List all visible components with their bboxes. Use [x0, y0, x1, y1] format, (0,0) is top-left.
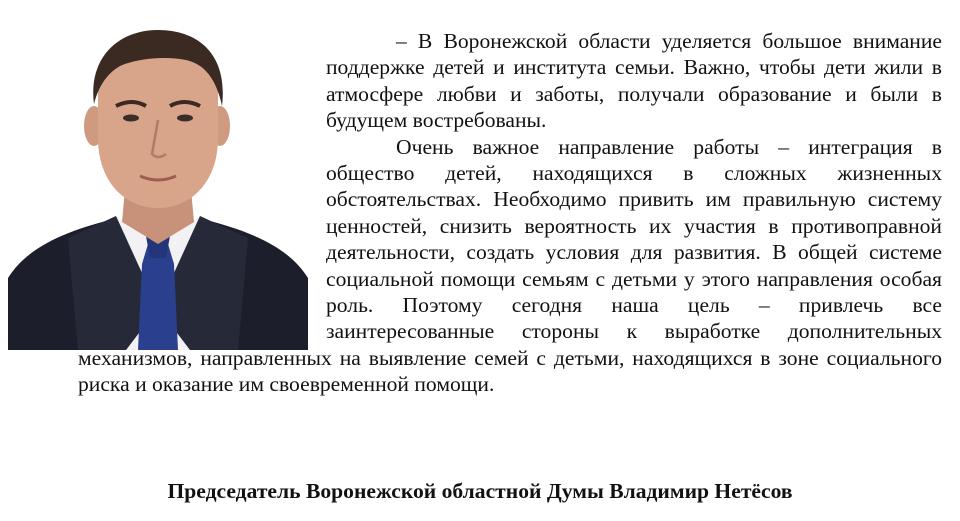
quote-paragraph-2: Очень важное направление работы – интеграция в общество детей, находящихся в сложных жизненных обстоятельствах. Необходимо привить им правильную систему ценностей, снизить вероятность их участия в противоправной деятельности, создать условия для развития. В общей системе социальной помощи семьям с детьми у этого направления особая роль. Поэтому сегодня наша цель – привлечь все заинтересованные стороны к выработке дополнительных механизмов, направленных на выявление семей с детьми, находящихся в зоне социального риска и оказание им своевременной помощи.: [78, 134, 942, 397]
signature-line: Председатель Воронежской областной Думы Владимир Нетёсов: [167, 479, 793, 503]
quote-text: [78, 28, 942, 398]
portrait-wrap-space: [78, 28, 326, 344]
quote-paragraph-1: – В Воронежской области уделяется большое внимание поддержке детей и института семьи. Важно, чтобы дети жили в атмосфере любви и заботы, получали образование и были в будущем востребованы.: [326, 29, 942, 133]
